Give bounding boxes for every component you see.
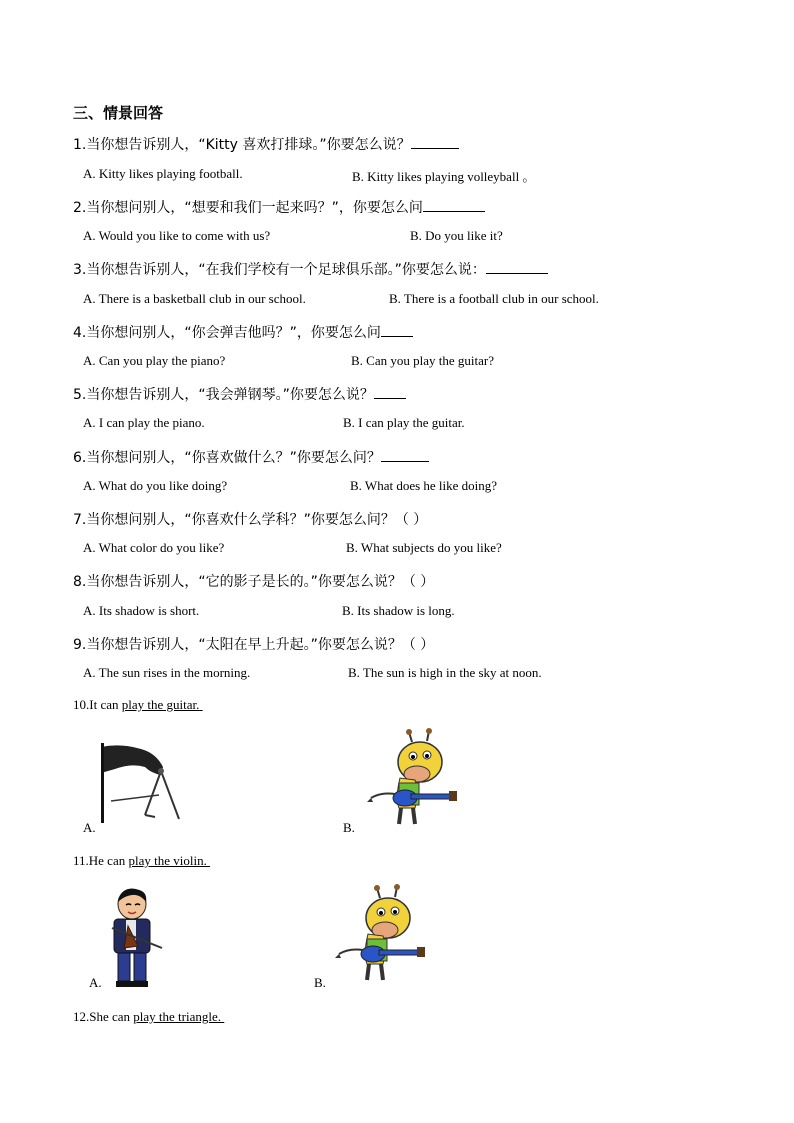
question-5: 5.当你想告诉别人，“我会弹钢琴。”你要怎么说？ xyxy=(73,384,406,404)
q7-option-a[interactable]: A. What color do you like? xyxy=(83,540,225,555)
giraffe-guitar-icon[interactable] xyxy=(365,728,460,828)
question-3: 3.当你想告诉别人，“在我们学校有一个足球俱乐部。”你要怎么说： xyxy=(73,259,548,279)
q9-option-a[interactable]: A. The sun rises in the morning. xyxy=(83,665,251,680)
q4-option-a[interactable]: A. Can you play the piano? xyxy=(83,353,226,368)
triangle-instrument-icon[interactable] xyxy=(101,743,181,823)
section-title: 三、情景回答 xyxy=(73,104,164,122)
q8-option-b[interactable]: B. Its shadow is long. xyxy=(342,603,455,618)
question-6: 6.当你想问别人，“你喜欢做什么？”你要怎么问？ xyxy=(73,447,429,467)
q6-option-a[interactable]: A. What do you like doing? xyxy=(83,478,228,493)
q8-option-a[interactable]: A. Its shadow is short. xyxy=(83,603,200,618)
question-1: 1.当你想告诉别人，“Kitty 喜欢打排球。”你要怎么说？ xyxy=(73,134,459,154)
question-11: 11.He can play the violin. xyxy=(73,853,207,868)
q6-option-b[interactable]: B. What does he like doing? xyxy=(350,478,498,493)
q3-option-a[interactable]: A. There is a basketball club in our school. xyxy=(83,291,306,306)
q11-phrase: play the violin. xyxy=(128,853,207,868)
q3-option-b[interactable]: B. There is a football club in our school. xyxy=(389,291,599,306)
q5-option-b[interactable]: B. I can play the guitar. xyxy=(343,415,465,430)
question-8: 8.当你想告诉别人，“它的影子是长的。”你要怎么说？（ ） xyxy=(73,574,435,590)
q9-option-b[interactable]: B. The sun is high in the sky at noon. xyxy=(348,665,542,680)
q2-option-a[interactable]: A. Would you like to come with us? xyxy=(83,228,271,243)
q11-label-b[interactable]: B. xyxy=(314,975,326,990)
giraffe-guitar-icon[interactable] xyxy=(333,884,428,984)
q1-option-b[interactable]: B. Kitty likes playing volleyball 。 xyxy=(352,169,536,184)
q10-phrase: play the guitar. xyxy=(121,697,200,712)
q11-label-a[interactable]: A. xyxy=(89,975,102,990)
q12-phrase: play the triangle. xyxy=(133,1009,222,1024)
question-2: 2.当你想问别人，“想要和我们一起来吗？”，你要怎么问 xyxy=(73,197,485,217)
question-9: 9.当你想告诉别人，“太阳在早上升起。”你要怎么说？（ ） xyxy=(73,637,435,653)
question-4: 4.当你想问别人，“你会弹吉他吗？”，你要怎么问 xyxy=(73,322,413,342)
q7-option-b[interactable]: B. What subjects do you like? xyxy=(346,540,502,555)
q4-option-b[interactable]: B. Can you play the guitar? xyxy=(351,353,494,368)
q10-label-b[interactable]: B. xyxy=(343,820,355,835)
question-7: 7.当你想问别人，“你喜欢什么学科？”你要怎么问？（ ） xyxy=(73,512,428,528)
boy-violin-icon[interactable] xyxy=(104,886,166,990)
question-10: 10.It can play the guitar. xyxy=(73,697,200,712)
q10-label-a[interactable]: A. xyxy=(83,820,96,835)
q2-option-b[interactable]: B. Do you like it? xyxy=(410,228,503,243)
q5-option-a[interactable]: A. I can play the piano. xyxy=(83,415,205,430)
q1-option-a[interactable]: A. Kitty likes playing football. xyxy=(83,166,243,181)
question-12: 12.She can play the triangle. xyxy=(73,1009,222,1024)
